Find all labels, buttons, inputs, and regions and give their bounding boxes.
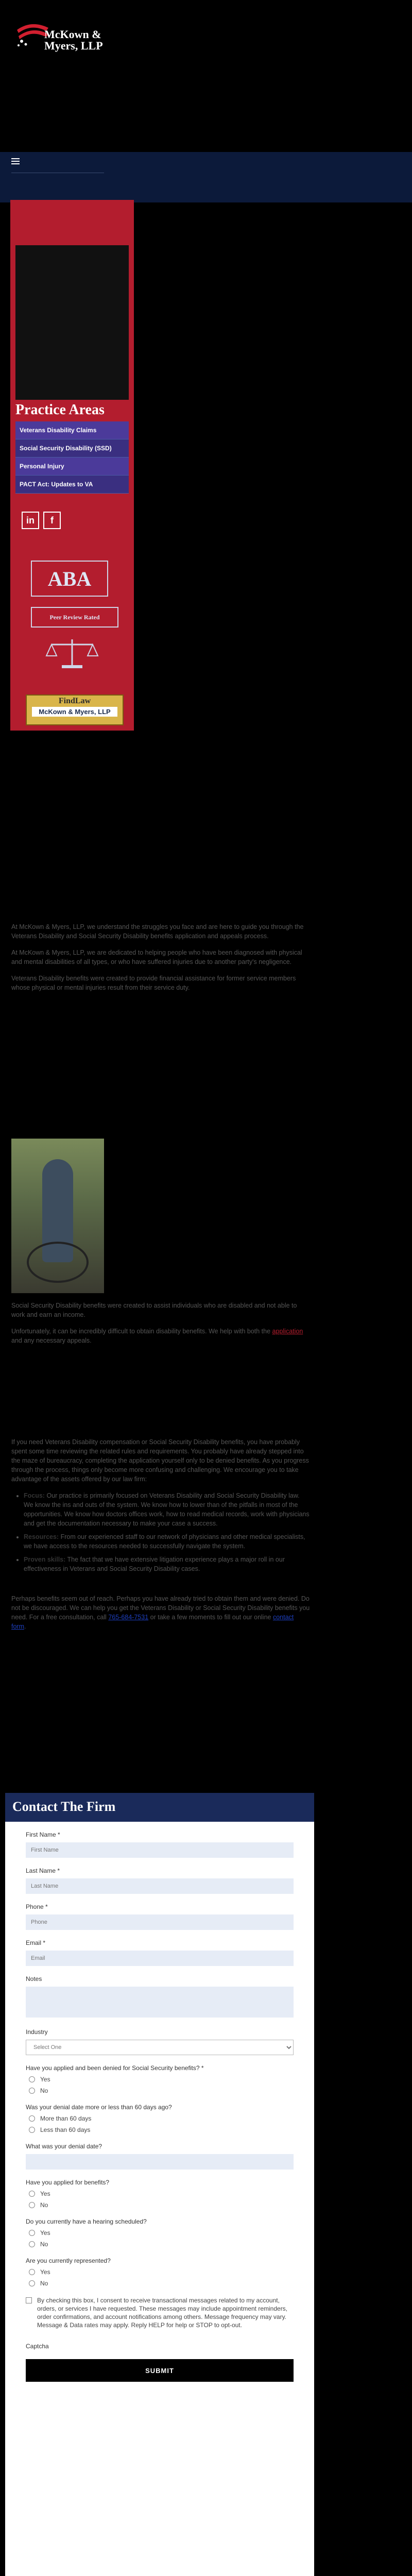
- radio-yes[interactable]: Yes: [29, 2190, 294, 2197]
- radio-more-60[interactable]: More than 60 days: [29, 2115, 294, 2122]
- captcha-label: Captcha: [26, 2343, 49, 2350]
- radio-circle-icon: [29, 2269, 35, 2275]
- industry-label: Industry: [26, 2028, 48, 2036]
- industry-select[interactable]: [26, 2040, 294, 2055]
- practice-item-ssd[interactable]: Social Security Disability (SSD): [15, 439, 129, 457]
- phone-link[interactable]: 765-684-7531: [108, 1614, 149, 1621]
- radio-less-60[interactable]: Less than 60 days: [29, 2126, 294, 2133]
- radio-no[interactable]: No: [29, 2087, 294, 2094]
- findlaw-badge[interactable]: FindLaw McKown & Myers, LLP: [26, 694, 124, 725]
- veteran-photo: [11, 1139, 104, 1293]
- list-item: • Resources: From our experienced staff to our network of physicians and other medical specialists, we have access to the resources needed to successfully navigate the system.: [24, 1532, 310, 1551]
- peer-review-badge[interactable]: Peer Review Rated: [31, 607, 118, 628]
- practice-areas-list: [15, 421, 129, 494]
- facebook-icon[interactable]: f: [43, 512, 61, 529]
- radio-circle-icon: [29, 2088, 35, 2094]
- contact-form-panel: [5, 1793, 314, 2576]
- email-input[interactable]: [26, 1951, 294, 1966]
- denial-date-input[interactable]: [26, 2154, 294, 2170]
- intro-section: [11, 922, 310, 999]
- submit-button[interactable]: SUBMIT: [26, 2359, 294, 2382]
- first-name-label: First Name *: [26, 1831, 60, 1838]
- nav-bar: [0, 152, 412, 202]
- avvo-badge[interactable]: [31, 635, 113, 674]
- services-list: [24, 1491, 310, 1573]
- firm-name: McKown & Myers, LLP: [44, 28, 103, 52]
- radio-circle-icon: [29, 2280, 35, 2286]
- social-links: [22, 512, 61, 529]
- phone-label: Phone *: [26, 1903, 48, 1910]
- first-name-input[interactable]: [26, 1842, 294, 1858]
- radio-yes[interactable]: Yes: [29, 2076, 294, 2083]
- question-hearing: Do you currently have a hearing scheduled?: [26, 2218, 147, 2225]
- sidebar-video-area: [15, 245, 129, 400]
- application-link[interactable]: application: [272, 1328, 303, 1335]
- sidebar: [10, 200, 134, 731]
- practice-item-veterans[interactable]: Veterans Disability Claims: [15, 421, 129, 439]
- cta-paragraph: Perhaps benefits seem out of reach. Perhaps you have already tried to obtain them and were denied. Do not be discouraged. We can help you get the Veterans Disability or Social Security Disability benefits you need. For a free consultation, call 765-684-7531 or take a few moments to fill out our online contact form.: [11, 1595, 310, 1630]
- list-item: • Proven skills: The fact that we have extensive litigation experience plays a major roll in our effectiveness in Veterans and Social Security Disability cases.: [24, 1555, 310, 1573]
- linkedin-icon[interactable]: in: [22, 512, 39, 529]
- radio-circle-icon: [29, 2076, 35, 2082]
- question-denial-age: Was your denial date more or less than 60 days ago?: [26, 2104, 172, 2111]
- radio-no[interactable]: No: [29, 2201, 294, 2209]
- consent-row: [26, 2296, 294, 2329]
- question-applied: Have you applied for benefits?: [26, 2179, 110, 2186]
- question-denial-date: What was your denial date?: [26, 2143, 102, 2150]
- practice-areas-title: Practice Areas: [15, 402, 105, 418]
- ssd-section: [11, 1301, 310, 1352]
- site-header: [0, 0, 412, 77]
- radio-yes[interactable]: Yes: [29, 2229, 294, 2236]
- list-item: • Focus: Our practice is primarily focused on Veterans Disability and Social Security Disability law. We know the ins and outs of the system. We know how to lower than of the pitfalls in most of the opportunities. We know how doctors offices work, how to read medical records, work with physicians and get the documentation necessary to make your case a success.: [24, 1491, 310, 1528]
- notes-label: Notes: [26, 1975, 42, 1982]
- intro-paragraph: At McKown & Myers, LLP, we are dedicated to helping people who have been diagnosed with physical and mental disabilities of all types, or who have suffered injuries due to another party's negligence.: [11, 949, 302, 965]
- email-label: Email *: [26, 1939, 46, 1946]
- radio-circle-icon: [29, 2191, 35, 2197]
- intro-paragraph: Veterans Disability benefits were created to provide financial assistance for former service members whose physical or mental injuries result from their service duty.: [11, 975, 296, 991]
- radio-no[interactable]: No: [29, 2280, 294, 2287]
- radio-no[interactable]: No: [29, 2241, 294, 2248]
- intro-paragraph: At McKown & Myers, LLP, we understand the struggles you face and are here to guide you through the Veterans Disability and Social Security Disability benefits application and appeals process.: [11, 923, 304, 940]
- services-paragraph: If you need Veterans Disability compensation or Social Security Disability benefits, you have probably spent some time reviewing the related rules and requirements. You probably have already stepped into the maze of bureaucracy, completing the application yourself only to be denied benefits. As you progress through the process, things only become more confusing and challenging. We encourage you to take advantage of the assets offered by our law firm:: [11, 1438, 309, 1483]
- contact-form: [5, 1822, 314, 2391]
- last-name-label: Last Name *: [26, 1867, 60, 1874]
- ssd-paragraph: Social Security Disability benefits were created to assist individuals who are disabled and not able to work and earn an income.: [11, 1302, 297, 1318]
- radio-circle-icon: [29, 2202, 35, 2208]
- services-section: [11, 1437, 310, 1638]
- last-name-input[interactable]: [26, 1878, 294, 1894]
- ssd-paragraph: Unfortunately, it can be incredibly difficult to obtain disability benefits. We help with both the application and any necessary appeals.: [11, 1328, 303, 1344]
- consent-checkbox[interactable]: [26, 2297, 32, 2303]
- radio-yes[interactable]: Yes: [29, 2268, 294, 2276]
- question-denied: Have you applied and been denied for Social Security benefits? *: [26, 2064, 204, 2072]
- scales-of-justice-icon: [31, 635, 113, 671]
- practice-item-personal-injury[interactable]: Personal Injury: [15, 457, 129, 476]
- hamburger-menu-icon[interactable]: [11, 158, 20, 164]
- contact-title: Contact The Firm: [5, 1793, 314, 1822]
- firm-logo[interactable]: [14, 21, 117, 67]
- contact-form-link[interactable]: contact form: [11, 1614, 294, 1630]
- radio-circle-icon: [29, 2127, 35, 2133]
- phone-input[interactable]: [26, 1914, 294, 1930]
- notes-textarea[interactable]: [26, 1987, 294, 2018]
- practice-item-pact-act[interactable]: PACT Act: Updates to VA: [15, 476, 129, 494]
- question-represented: Are you currently represented?: [26, 2257, 111, 2264]
- aba-badge[interactable]: ABA: [31, 561, 108, 597]
- radio-circle-icon: [29, 2241, 35, 2247]
- consent-text: By checking this box, I consent to receive transactional messages related to my account, orders, or services I have requested. These messages may include appointment reminders, order confirmations, and account notifications among others. Message frequency may vary. Message & Data rates may apply. Reply HELP for help or STOP to opt-out.: [37, 2297, 288, 2329]
- radio-circle-icon: [29, 2230, 35, 2236]
- radio-circle-icon: [29, 2115, 35, 2122]
